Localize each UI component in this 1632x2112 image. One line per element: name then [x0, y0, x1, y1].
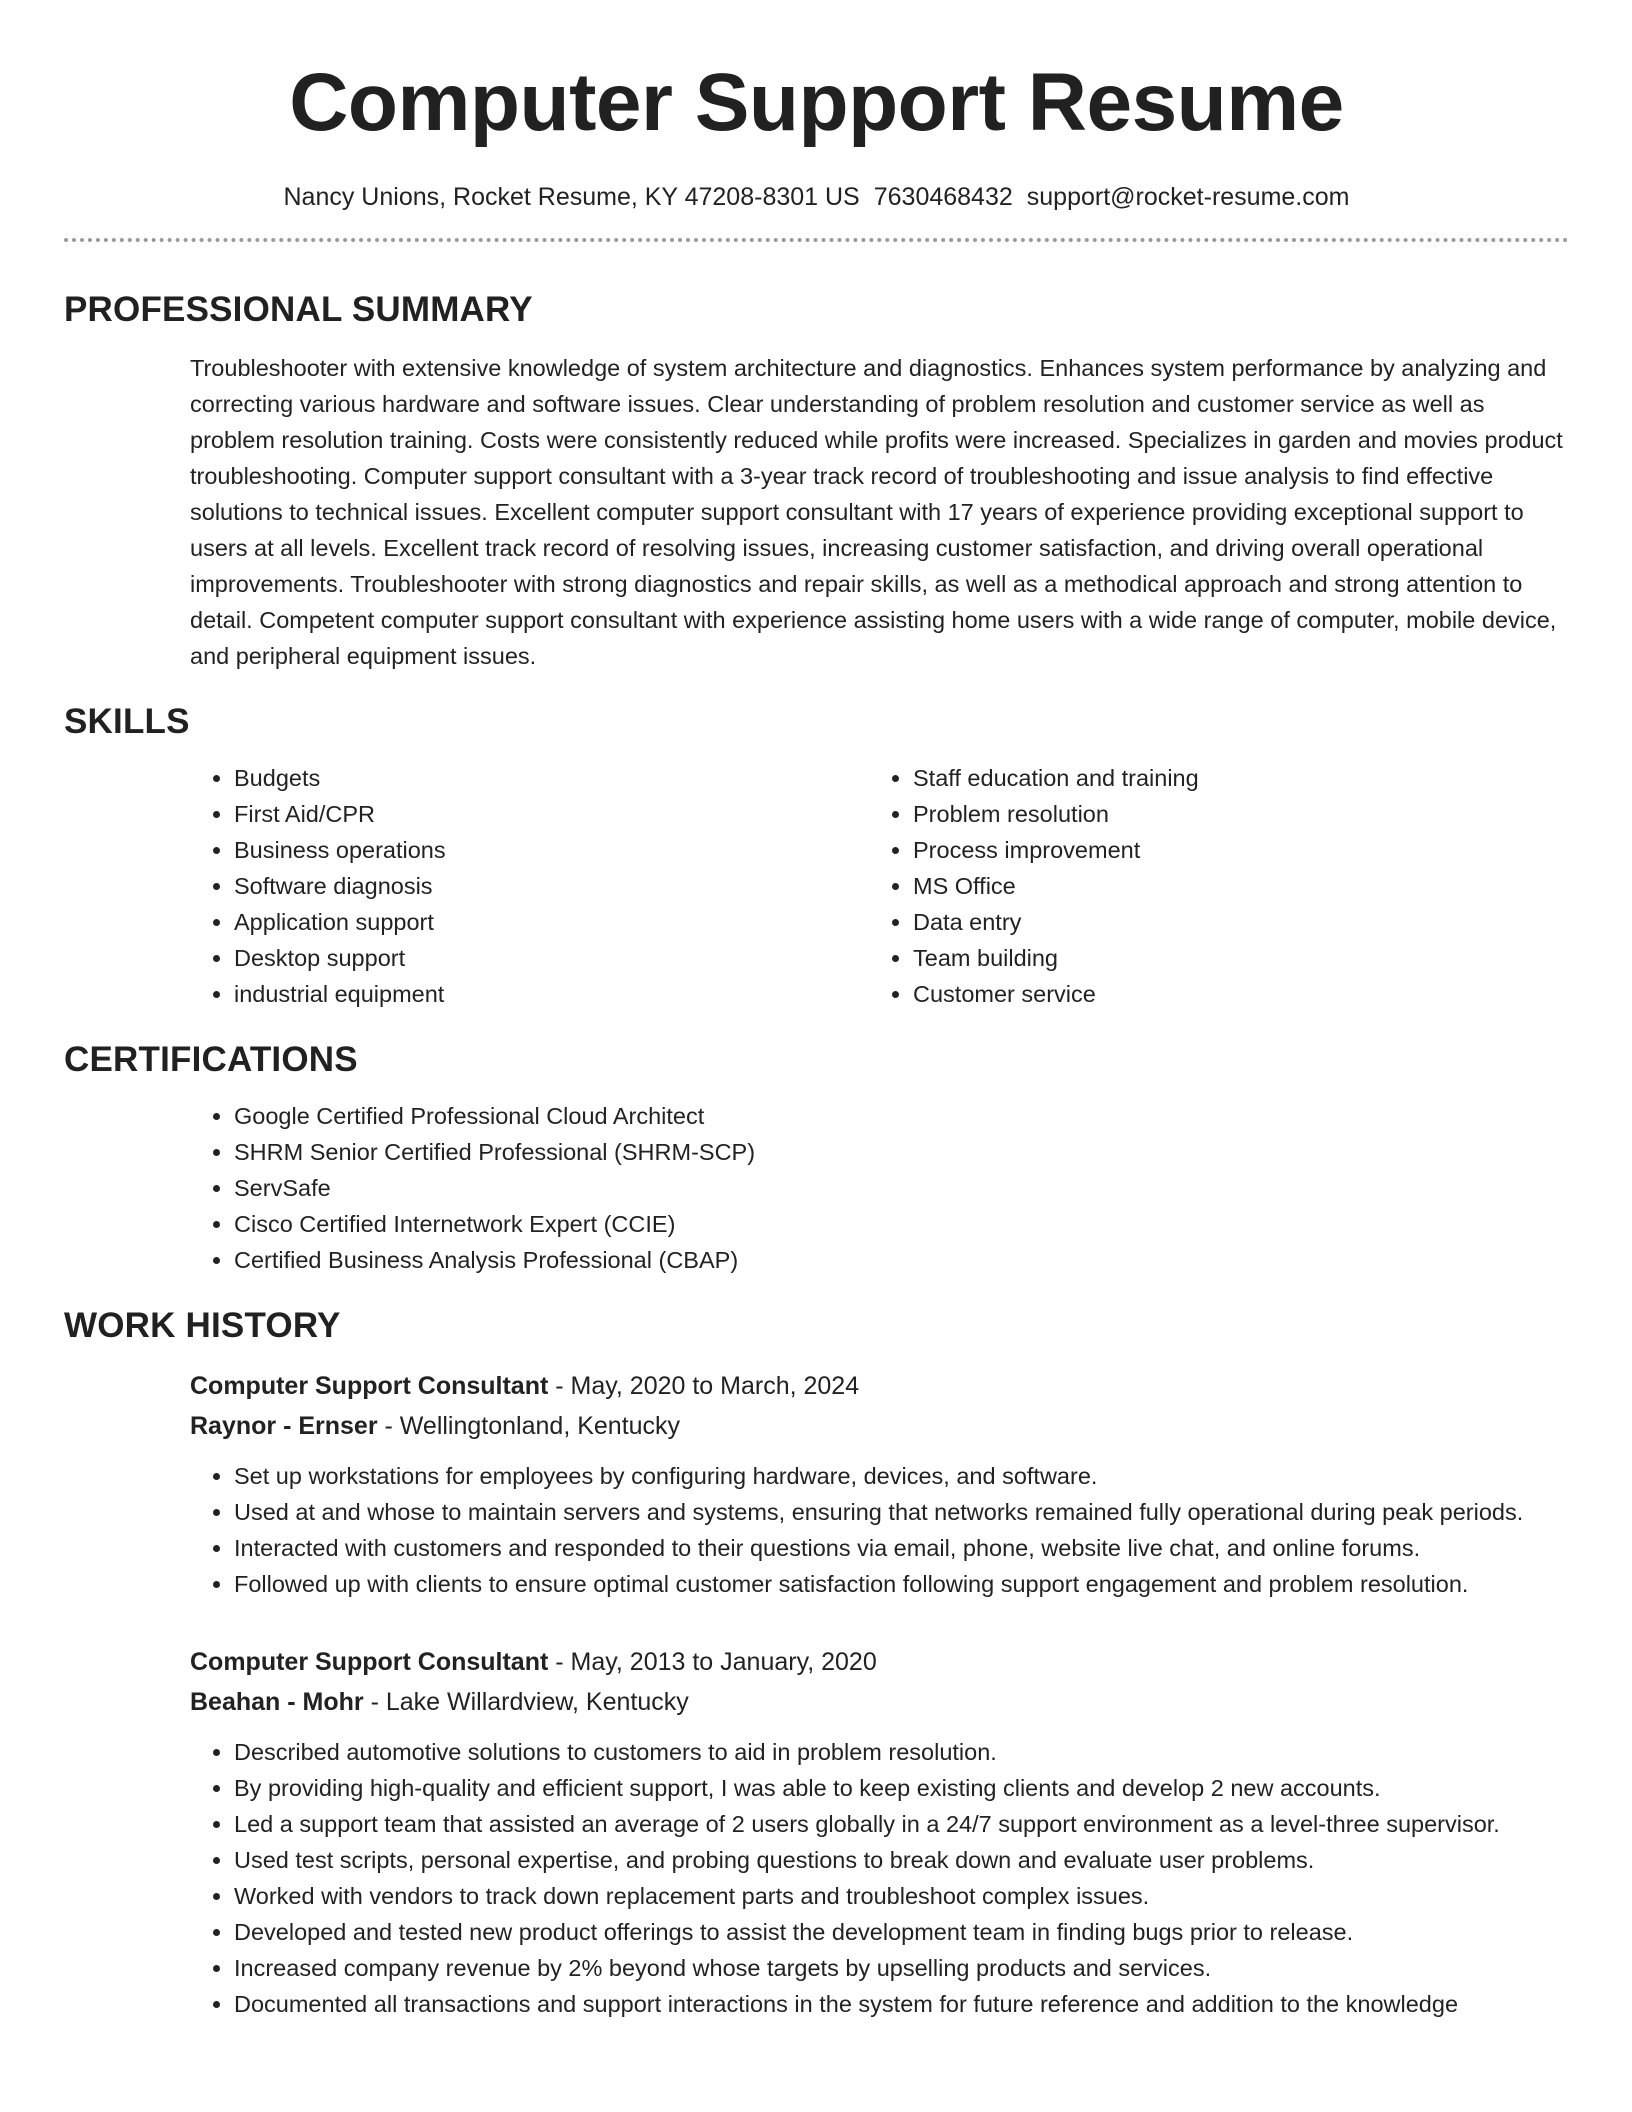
employer-name: Beahan - Mohr [190, 1688, 364, 1716]
employer-line [190, 1682, 1569, 1722]
resume-title: Computer Support Resume [289, 57, 1344, 148]
job-entry [190, 1366, 1569, 1602]
skill-item: • Budgets [234, 760, 869, 796]
skill-item: • Customer service [913, 976, 1548, 1012]
job-bullet: • Used test scripts, personal expertise, and probing questions to break down and evaluate user problems. [234, 1842, 1569, 1878]
job-bullet: • Worked with vendors to track down replacement parts and troubleshoot complex issues. [234, 1878, 1569, 1914]
work-history-heading: WORK HISTORY [64, 1306, 341, 1345]
skill-item: • First Aid/CPR [234, 796, 869, 832]
certification-item: • SHRM Senior Certified Professional (SHRM-SCP) [234, 1134, 1569, 1170]
job-bullets [190, 1734, 1569, 2022]
job-dates: - May, 2013 to January, 2020 [548, 1648, 877, 1676]
employer-location: - Lake Willardview, Kentucky [363, 1688, 689, 1716]
skill-item: • Problem resolution [913, 796, 1548, 832]
job-bullet: • Used at and whose to maintain servers and systems, ensuring that networks remained fully operational during peak periods. [234, 1494, 1569, 1530]
summary-heading: PROFESSIONAL SUMMARY [64, 290, 533, 329]
job-bullet: • Set up workstations for employees by configuring hardware, devices, and software. [234, 1458, 1569, 1494]
contact-phone: 7630468432 [873, 183, 1013, 211]
job-dates: - May, 2020 to March, 2024 [548, 1372, 860, 1400]
employer-line [190, 1406, 1569, 1446]
job-bullet: • Led a support team that assisted an average of 2 users globally in a 24/7 support environment as a level-three supervisor. [234, 1806, 1569, 1842]
employer-location: - Wellingtonland, Kentucky [377, 1412, 681, 1440]
job-title: Computer Support Consultant [190, 1648, 549, 1676]
job-bullet: • By providing high-quality and efficient support, I was able to keep existing clients and develop 2 new accounts. [234, 1770, 1569, 1806]
job-bullet: • Described automotive solutions to customers to aid in problem resolution. [234, 1734, 1569, 1770]
certification-item: • Certified Business Analysis Professional (CBAP) [234, 1242, 1569, 1278]
contact-email: support@rocket-resume.com [1026, 183, 1350, 211]
certification-item: • Google Certified Professional Cloud Architect [234, 1098, 1569, 1134]
skill-item: • MS Office [913, 868, 1548, 904]
skills-heading: SKILLS [64, 702, 190, 741]
skill-item: • Staff education and training [913, 760, 1548, 796]
skill-item: • Process improvement [913, 832, 1548, 868]
resume-page [64, 0, 1569, 2022]
contact-address: Nancy Unions, Rocket Resume, KY 47208-8301 US [283, 183, 860, 211]
skill-item: • Team building [913, 940, 1548, 976]
job-bullets [190, 1458, 1569, 1602]
job-entry [190, 1642, 1569, 2022]
skill-item: • Data entry [913, 904, 1548, 940]
skill-item: • Software diagnosis [234, 868, 869, 904]
employer-name: Raynor - Ernser [190, 1412, 378, 1440]
skill-item: • Desktop support [234, 940, 869, 976]
header-divider [64, 238, 1569, 242]
job-bullet: • Documented all transactions and support interactions in the system for future reference and addition to the knowledge [234, 1986, 1569, 2022]
job-title: Computer Support Consultant [190, 1372, 549, 1400]
certifications-heading: CERTIFICATIONS [64, 1040, 358, 1079]
job-bullet: • Developed and tested new product offerings to assist the development team in finding bugs prior to release. [234, 1914, 1569, 1950]
certification-item: • ServSafe [234, 1170, 1569, 1206]
contact-line [64, 180, 1569, 214]
skills-list [190, 760, 1569, 1012]
skill-item: • industrial equipment [234, 976, 869, 1012]
skills-column-left [190, 760, 869, 1012]
summary-text: Troubleshooter with extensive knowledge of system architecture and diagnostics. Enhances system performance by analyzing and correcting various hardware and software issues. Clear understanding of problem resolution and customer service as well as problem resolution training. Costs were consistently reduced while profits were increased. Specializes in garden and movies product troubleshooting. Computer support consultant with a 3-year track record of troubleshooting and issue analysis to find effective solutions to technical issues. Excellent computer support consultant with 17 years of experience providing exceptional support to users at all levels. Excellent track record of resolving issues, increasing customer satisfaction, and driving overall operational improvements. Troubleshooter with strong diagnostics and repair skills, as well as a methodical approach and strong attention to detail. Competent computer support consultant with experience assisting home users with a wide range of computer, mobile device, and peripheral equipment issues. [190, 355, 1563, 669]
job-bullet: • Interacted with customers and responded to their questions via email, phone, website live chat, and online forums. [234, 1530, 1569, 1566]
job-title-line [190, 1642, 1569, 1682]
job-bullet: • Followed up with clients to ensure optimal customer satisfaction following support engagement and problem resolution. [234, 1566, 1569, 1602]
certifications-list [190, 1098, 1569, 1278]
job-bullet: • Increased company revenue by 2% beyond whose targets by upselling products and services. [234, 1950, 1569, 1986]
job-title-line [190, 1366, 1569, 1406]
skills-column-right [869, 760, 1548, 1012]
skill-item: • Application support [234, 904, 869, 940]
skill-item: • Business operations [234, 832, 869, 868]
certification-item: • Cisco Certified Internetwork Expert (CCIE) [234, 1206, 1569, 1242]
